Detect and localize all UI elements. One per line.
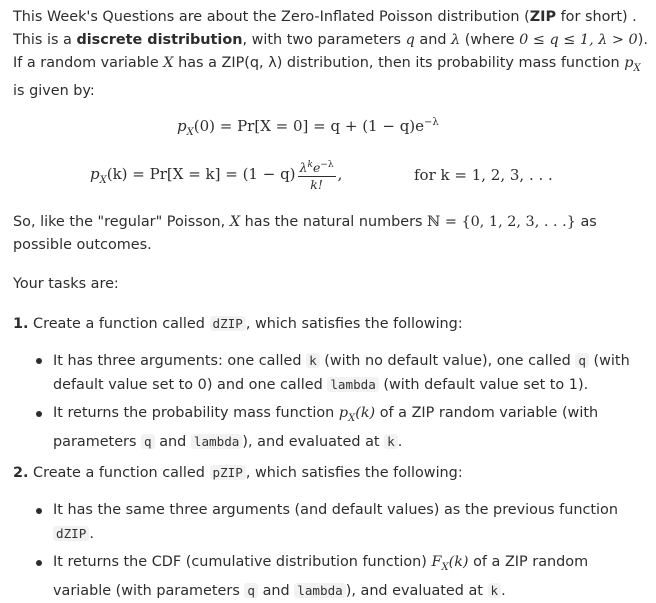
equation-comma: , bbox=[337, 165, 343, 184]
math-X: X bbox=[163, 55, 174, 71]
intro-text: (where bbox=[460, 32, 520, 48]
intro-text: , with two parameters bbox=[242, 32, 406, 48]
list-item: It returns the CDF (cumulative distribution function) $F_X(k)$ of a ZIP random variable (with parameters q and lambda ), and evaluated at k . bbox=[53, 551, 648, 603]
code-pZIP: pZIP bbox=[210, 465, 246, 480]
math-p: p bbox=[90, 165, 100, 184]
code-k: k bbox=[306, 353, 320, 368]
math-X: X bbox=[229, 214, 241, 230]
code-lambda: lambda bbox=[191, 434, 243, 449]
list-item: It returns the probability mass function $p_X(k)$ of a ZIP random variable (with parameters q and lambda ), and evaluated at k . bbox=[53, 402, 648, 454]
code-q: q bbox=[141, 434, 155, 449]
intro-text: This is a bbox=[13, 32, 77, 48]
code-lambda: lambda bbox=[327, 377, 379, 392]
list-item: It has three arguments: one called k (with no default value), one called q (with default value set to 0) and one called lambda (with default value set to 1). bbox=[53, 349, 648, 397]
equation-pmf-k bbox=[90, 157, 342, 193]
math-sub-X: X bbox=[633, 62, 641, 74]
math-FX-k: $F_X(k)$ bbox=[431, 554, 469, 573]
code-lambda: lambda bbox=[294, 583, 346, 598]
equation-body: (0) = Pr[X = 0] = q + (1 − q)e bbox=[193, 117, 425, 135]
tasks-intro: Your tasks are: bbox=[13, 276, 119, 292]
math-pX-k: $p_X(k)$ bbox=[338, 405, 376, 424]
math-lambda: λ bbox=[451, 32, 461, 48]
code-dZIP: dZIP bbox=[53, 526, 89, 541]
math-sub-X: X bbox=[99, 175, 107, 187]
discrete-bold: discrete distribution bbox=[76, 32, 243, 48]
fraction-numerator: $\lambda^ke^{-\lambda}$ bbox=[298, 157, 336, 177]
regular-paragraph: So, like the "regular" Poisson, X has the natural numbers ℕ = {0, 1, 2, 3, . . .} as possible outcomes. bbox=[13, 214, 597, 253]
math-p: p bbox=[624, 55, 634, 71]
intro-text: has a ZIP(q, λ) distribution, then its probability mass function bbox=[173, 55, 625, 71]
equation-exponent: −λ bbox=[424, 117, 439, 128]
intro-text: and bbox=[414, 32, 452, 48]
task-1-heading: 1. Create a function called dZIP , which satisfies the following: bbox=[13, 316, 463, 332]
intro-text: If a random variable bbox=[13, 55, 164, 71]
equation-body: (k) = Pr[X = k] = (1 − q) bbox=[106, 165, 296, 184]
zip-bold: ZIP bbox=[529, 9, 557, 25]
math-q: q bbox=[405, 32, 415, 48]
math-p: p bbox=[177, 117, 187, 135]
math-sub-X: X bbox=[186, 127, 194, 138]
math-constraint: 0 ≤ q ≤ 1, λ > 0 bbox=[519, 32, 638, 48]
code-k: k bbox=[384, 434, 398, 449]
intro-paragraph bbox=[13, 6, 650, 103]
intro-text: is given by: bbox=[13, 82, 95, 99]
equation-fraction bbox=[298, 157, 336, 193]
task-1-list bbox=[53, 349, 648, 454]
list-item: It has the same three arguments (and default values) as the previous function dZIP . bbox=[53, 499, 648, 546]
equation-condition: for k = 1, 2, 3, . . . bbox=[414, 166, 553, 184]
task-number: 1. bbox=[13, 316, 29, 332]
code-dZIP: dZIP bbox=[210, 316, 246, 331]
math-natural-set: ℕ = {0, 1, 2, 3, . . .} bbox=[427, 214, 576, 230]
equation-pmf-zero bbox=[177, 117, 439, 138]
intro-text: ). bbox=[637, 32, 648, 48]
intro-text: This Week's Questions are about the Zero-Inflated Poisson distribution ( bbox=[13, 9, 530, 25]
task-2-list bbox=[53, 499, 648, 603]
task-number: 2. bbox=[13, 465, 29, 481]
task-2-heading: 2. Create a function called pZIP , which satisfies the following: bbox=[13, 465, 463, 481]
fraction-denominator: k! bbox=[310, 177, 323, 193]
code-k: k bbox=[488, 583, 502, 598]
intro-text: for short) . bbox=[556, 9, 637, 25]
code-q: q bbox=[575, 353, 589, 368]
math-pX bbox=[624, 55, 641, 74]
code-q: q bbox=[244, 583, 258, 598]
